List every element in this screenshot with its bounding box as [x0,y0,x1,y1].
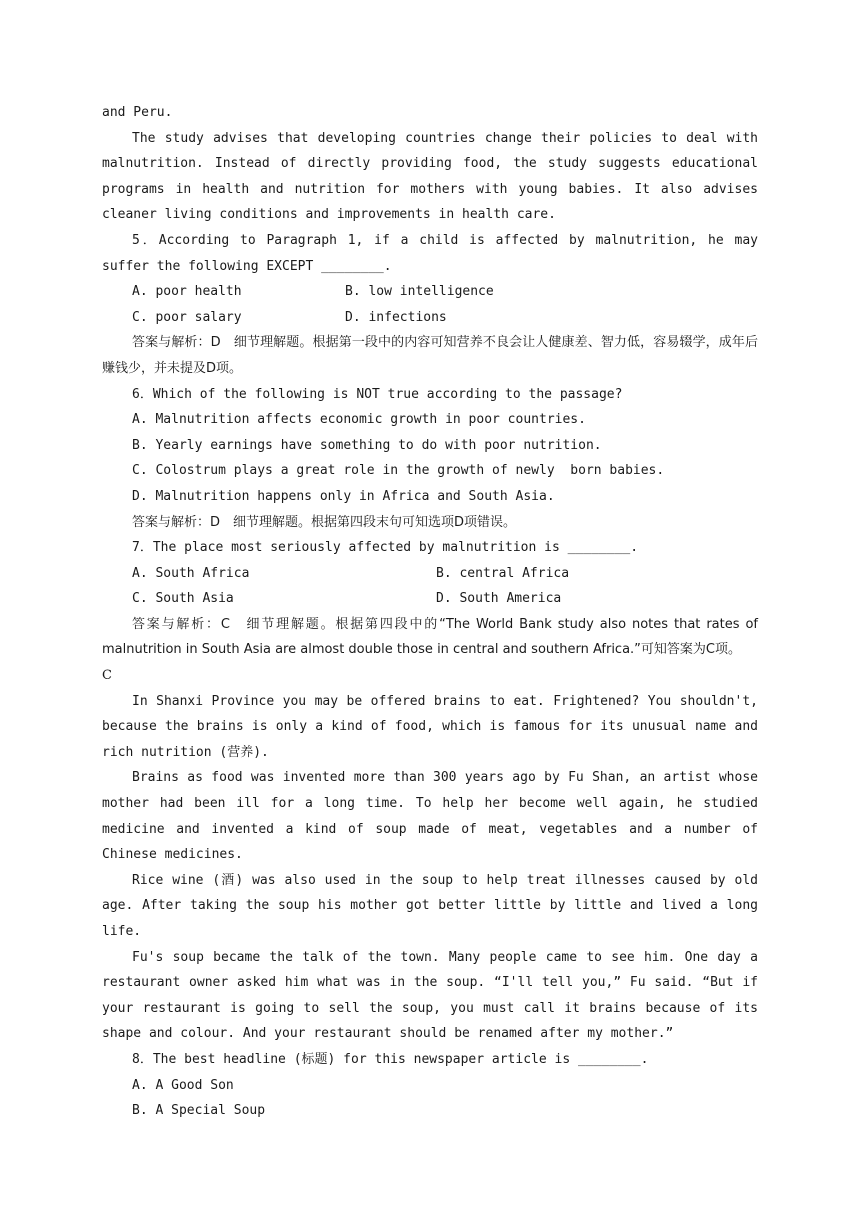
question-5-options-row-2 [102,305,758,331]
question-5-options-row-1 [102,279,758,305]
question-7-option-c: C. South Asia [132,591,234,607]
section-c-paragraph-3: Rice wine (酒) was also used in the soup to help treat illnesses caused by old age. After taking the soup his mother got better little by little and lived a long life. [102,872,758,939]
passage-b-tail-line: and Peru. [102,105,173,120]
question-7-option-a: A. South Africa [132,565,250,581]
question-8-option-a: A. A Good Son [132,1077,234,1093]
question-7-option-b: B. central Africa [436,565,570,581]
question-6-option-d: D. Malnutrition happens only in Africa and South Asia. [132,488,555,504]
question-6-answer: 答案与解析：D 细节理解题。根据第四段末句可知选项D项错误。 [132,514,517,530]
question-7-options-row-1 [102,561,758,587]
question-5-stem: 5．According to Paragraph 1, if a child is affected by malnutrition, he may suffer the following EXCEPT ________. [102,232,758,274]
question-8-stem: 8．The best headline (标题) for this newspaper article is ________. [132,1051,649,1067]
question-7-answer: 答案与解析：C 细节理解题。根据第四段中的“The World Bank study also notes that rates of malnutrition in South Asia are almost double those in central and southern Africa.”可知答案为C项。 [102,616,758,658]
question-7-stem: 7．The place most seriously affected by malnutrition is ________. [132,540,639,556]
question-6-option-a: A. Malnutrition affects economic growth in poor countries. [132,412,586,428]
question-5-option-b: B. low intelligence [345,284,494,300]
section-c-heading: C [102,668,112,684]
section-c-paragraph-2: Brains as food was invented more than 300 years ago by Fu Shan, an artist whose mother had been ill for a long time. To help her become well again, he studied medicine and invented a kind of soup made of meat, vegetables and a number of Chinese medicines. [102,770,758,863]
question-8-option-b: B. A Special Soup [132,1103,266,1119]
document-page [102,100,758,1124]
question-6-stem: 6．Which of the following is NOT true according to the passage? [132,386,623,402]
section-c-paragraph-4: Fu's soup became the talk of the town. Many people came to see him. One day a restaurant owner asked him what was in the soup. “I'll tell you,” Fu said. “But if your restaurant is going to sell the soup, you must call it brains because of its shape and colour. And your restaurant should be renamed after my mother.” [102,949,758,1042]
section-c-paragraph-1: In Shanxi Province you may be offered brains to eat. Frightened? You shouldn't, because the brains is only a kind of food, which is famous for its unusual name and rich nutrition (营养). [102,693,758,760]
question-7-option-d: D. South America [436,591,562,607]
question-5-answer: 答案与解析：D 细节理解题。根据第一段中的内容可知营养不良会让人健康差、智力低，容易辍学，成年后赚钱少，并未提及D项。 [102,335,758,376]
question-5-option-a: A. poor health [132,284,242,300]
question-6-option-b: B. Yearly earnings have something to do with poor nutrition. [132,437,602,453]
question-5-option-d: D. infections [345,309,447,325]
question-7-options-row-2 [102,586,758,612]
question-5-option-c: C. poor salary [132,309,242,325]
passage-b-paragraph: The study advises that developing countries change their policies to deal with malnutrition. Instead of directly providing food, the study suggests educational programs in health and nutrition for mothers with young babies. It also advises cleaner living conditions and improvements in health care. [102,130,758,223]
question-6-option-c: C. Colostrum plays a great role in the growth of newly born babies. [132,463,665,479]
